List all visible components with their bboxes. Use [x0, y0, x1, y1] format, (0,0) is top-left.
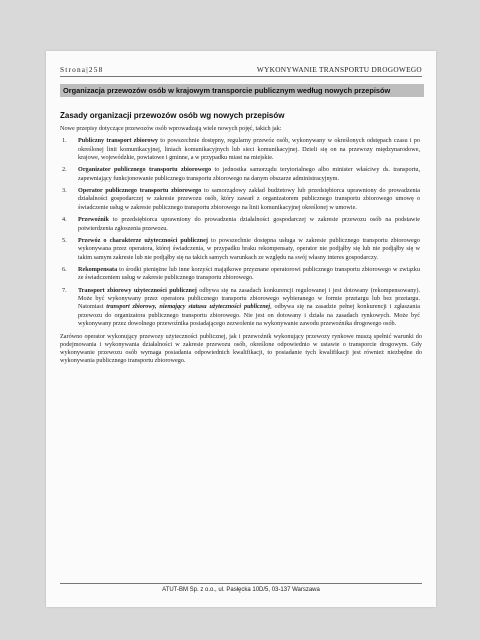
list-item [60, 166, 422, 183]
item-number: 2. [62, 166, 67, 174]
section-title: Organizacja przewozów osób w krajowym transporcie publicznym według nowych przepisów [60, 84, 424, 97]
intro-paragraph: Nowe przepisy dotyczące przewozów osób wprowadzają wiele nowych pojęć, takich jak: [60, 125, 282, 132]
document-page [46, 51, 436, 607]
body-text [60, 125, 422, 372]
page-number: Strona|258 [60, 65, 104, 74]
list-item [60, 266, 422, 283]
item-term: Przewóz o charakterze użyteczności publicznej [78, 237, 208, 245]
item-number: 6. [62, 266, 67, 274]
item-number: 4. [62, 216, 67, 224]
item-number: 7. [62, 286, 67, 294]
item-text: to powszechnie dostępna usługa w zakresie publicznego transportu zbiorowego wykonywana przez operatora, której świadczenia, w przypadku braku rekompensaty, operator nie podjąłby się lub nie podjąłby się w takim samym zakresie lub nie podjąłby się na takich samych warunkach ze względu na swój własny interes gospodarczy. [78, 237, 420, 261]
item-emphasis: transport zbiorowy, niemający statusu użyteczności publicznej [106, 303, 271, 311]
page-header [60, 65, 422, 77]
item-text: odbywa się na zasadach konkurencji regulowanej i jest dotowany (rekompensowany). Może być wykonywany przez operatora publicznego transportu zbiorowego wybieranego w formie przetargu lub bez przetargu. Natomiast [78, 286, 421, 311]
item-term: Rekompensata [78, 266, 118, 274]
item-text: to samorządowy zakład budżetowy lub przedsiębiorca uprawniony do prowadzenia działalności gospodarczej w zakresie przewozu osób, który zawarł z organizatorem publicznego transportu zbiorowego umowę o świadczenie usług w zakresie publicznego transportu zbiorowego na linii komunikacyjnej określonej w umowie. [78, 187, 421, 211]
item-term: Operator publicznego transportu zbiorowego [78, 187, 202, 195]
subsection-title: Zasady organizacji przewozów osób wg nowych przepisów [60, 111, 285, 120]
item-number: 5. [62, 237, 67, 245]
definitions-list [60, 137, 422, 328]
list-item [60, 287, 422, 328]
item-term: Przewoźnik [78, 216, 109, 224]
item-text: to środki pieniężne lub inne korzyści majątkowe przyznane operatorowi publicznego transportu zbiorowego w związku ze świadczeniem usług w zakresie publicznego transportu zbiorowego. [78, 266, 420, 282]
item-text: , odbywa się na zasadzie pełnej konkurencji i zgłaszania przewozu do organizatora publicznego transportu zbiorowego. Nie jest on dotowany i działa na zasadach rynkowych. Może być wykonywany przez dowolnego przewoźnika posiadającego zezwolenie na wykonywanie zawodu przewoźnika drogowego osób. [78, 303, 420, 328]
list-item [60, 187, 422, 212]
item-number: 3. [62, 187, 67, 195]
item-term: Organizator publicznego transportu zbiorowego [78, 166, 212, 174]
list-item [60, 216, 422, 233]
item-text: to jednostka samorządu terytorialnego albo minister właściwy ds. transportu, zapewniający funkcjonowanie publicznego transportu zbiorowego na danym obszarze administracyjnym. [78, 166, 420, 182]
item-text: to przedsiębiorca uprawniony do prowadzenia działalności gospodarczej w zakresie przewozu osób na podstawie potwierdzenia zgłoszenia przewozu. [78, 216, 420, 232]
closing-paragraph: Zarówno operator wykonujący przewozy użyteczności publicznej, jak i przewoźnik wykonujący przewozy rynkowe muszą spełnić warunki do podejmowania i wykonywania działalności w zakresie przewozu osób, określone odpowiednio w ustawie o transporcie drogowym. Gdy wykonywanie przewozu osób wymaga posiadania odpowiednich kwalifikacji, to posiadanie tych kwalifikacji jest również niezbędne do wykonywania publicznego transportu zbiorowego. [60, 332, 422, 365]
list-item [60, 237, 422, 262]
page-footer: ATUT-BM Sp. z o.o., ul. Pasłęcka 10D/5, 03-137 Warszawa [60, 583, 422, 593]
list-item [60, 137, 422, 162]
running-title: WYKONYWANIE TRANSPORTU DROGOWEGO [256, 65, 422, 74]
item-number: 1. [62, 137, 67, 145]
item-term: Transport zbiorowy użyteczności publicznej [78, 286, 197, 294]
item-text: to powszechnie dostępny, regularny przewóz osób, wykonywany w określonych odstępach czasu i po określonej linii komunikacyjnej, liniach komunikacyjnych lub sieci komunikacyjnej. Dzieli się on na przewozy międzynarodowe, krajowe, wojewódzkie, powiatowe i gminne, a w przypadku miast na miejskie. [78, 137, 420, 161]
item-term: Publiczny transport zbiorowy [78, 137, 159, 145]
